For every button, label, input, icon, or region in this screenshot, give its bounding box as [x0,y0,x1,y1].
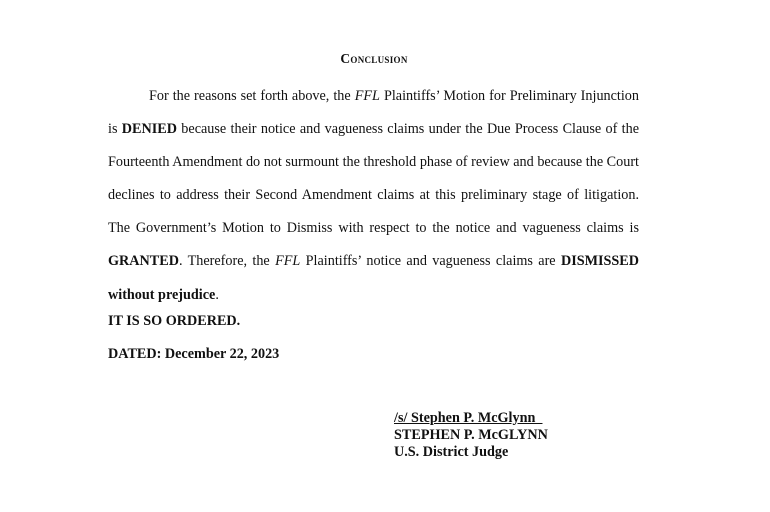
order-statement: IT IS SO ORDERED. [108,313,241,329]
ffl-term: FFL [354,88,380,104]
judge-name: STEPHEN P. McGLYNN [394,427,548,443]
ffl-term: FFL [275,253,301,270]
text-segment: . [215,286,219,303]
section-heading: Conclusion [340,51,408,66]
text-segment: Plaintiffs’ Motion for Preliminary Injunction is [108,88,639,138]
judge-title: U.S. District Judge [394,444,509,460]
text-segment: . Therefore, the [178,253,276,270]
text-segment: because their notice and vagueness claims under the Due Process Clause of the Fourteenth Amendment do not surmount the threshold phase of review and because the Court declines to address their Second Amendment claims at this preliminary stage of litigation. The Government’s Motion to Dismiss with respect to the notice and vagueness claims is [108,121,639,237]
date-line: DATED: December 22, 2023 [108,346,280,362]
denied-ruling: DENIED [121,121,177,138]
electronic-signature: /s/ Stephen P. McGlynn [394,410,543,426]
granted-ruling: GRANTED [108,253,179,270]
text-segment: For the reasons set forth above, the [149,88,355,104]
signature-block [394,410,548,461]
conclusion-paragraph [108,80,639,312]
text-segment: Plaintiffs’ notice and vagueness claims are [300,253,561,270]
dismissed-ruling: DISMISSED without prejudice [108,253,640,303]
